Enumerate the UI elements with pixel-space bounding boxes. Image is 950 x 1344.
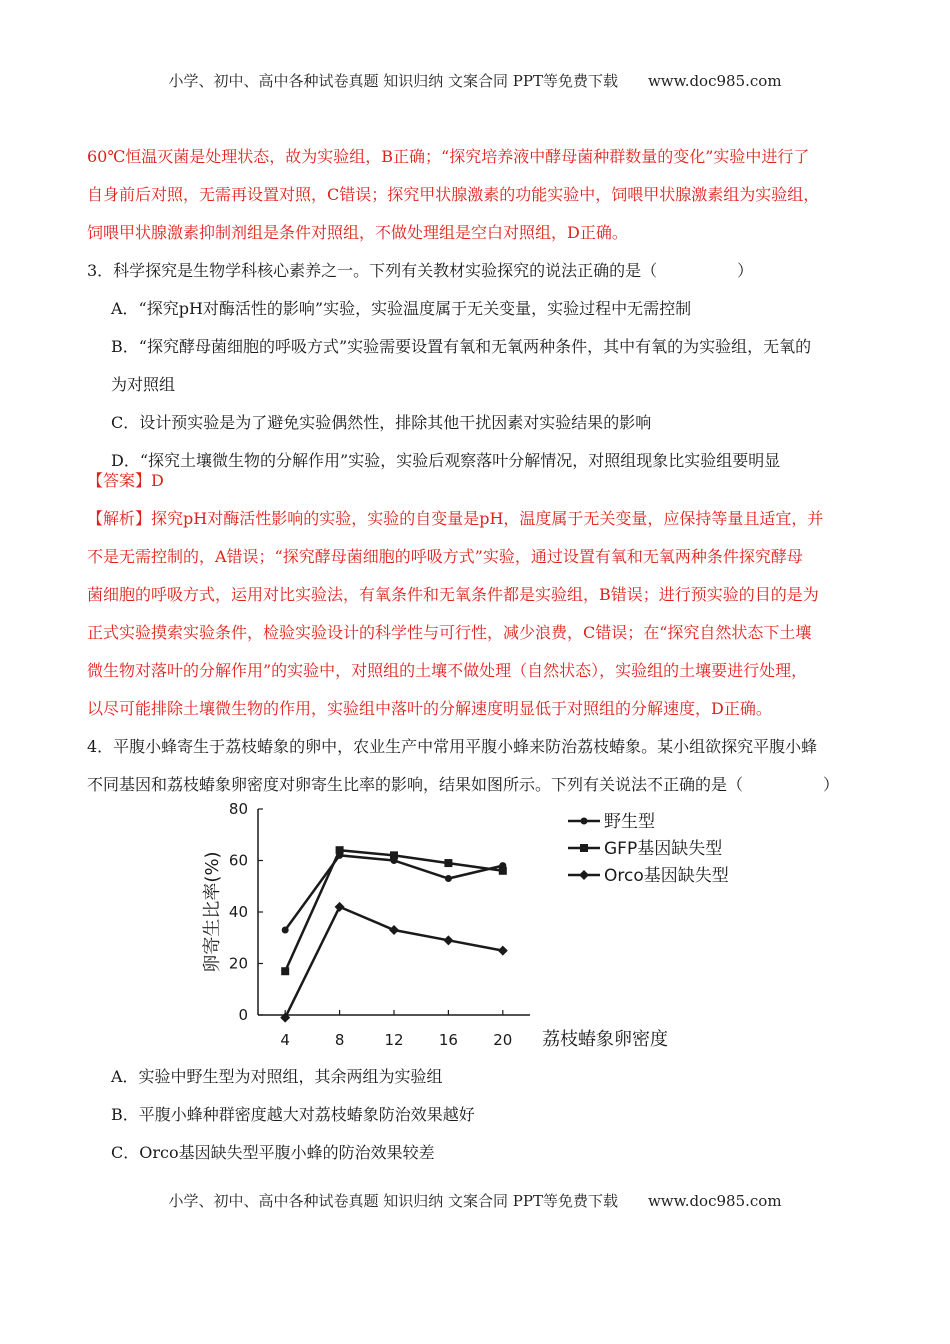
text-line: 微生物对落叶的分解作用”的实验中，对照组的土壤不做处理（自然状态），实验组的土壤要进行处理， — [87, 661, 808, 680]
text-line: 以尽可能排除土壤微生物的作用，实验组中落叶的分解速度明显低于对照组的分解速度，D正确。 — [87, 699, 772, 718]
data-point-diamond — [389, 925, 399, 935]
chart — [200, 795, 760, 1059]
legend-label: Orco基因缺失型 — [604, 866, 729, 886]
y-tick-label: 40 — [228, 903, 248, 921]
text-line: 饲喂甲状腺激素抑制剂组是条件对照组，不做处理组是空白对照组，D正确。 — [87, 223, 628, 242]
footer-site: www.doc985.com — [647, 1192, 782, 1210]
series-line — [285, 907, 503, 1018]
x-tick-label: 20 — [493, 1031, 513, 1049]
question-4 — [87, 728, 867, 804]
data-point-circle — [282, 927, 289, 934]
data-point-diamond — [443, 935, 453, 945]
option-b: B．“探究酵母菌细胞的呼吸方式”实验需要设置有氧和无氧两种条件，其中有氧的为实验组，无氧的 — [111, 337, 812, 356]
option-a: A．“探究pH对酶活性的影响”实验，实验温度属于无关变量，实验过程中无需控制 — [111, 299, 692, 318]
x-tick-label: 12 — [384, 1031, 404, 1049]
data-point-diamond — [335, 902, 345, 912]
data-point-diamond — [579, 870, 589, 880]
data-point-diamond — [280, 1013, 290, 1023]
y-tick-label: 80 — [228, 800, 248, 818]
option-c: C．Orco基因缺失型平腹小蜂的防治效果较差 — [111, 1143, 435, 1162]
text-line: 自身前后对照，无需再设置对照，C错误；探究甲状腺激素的功能实验中，饲喂甲状腺激素组为实验组， — [87, 185, 820, 204]
data-point-square — [444, 859, 452, 867]
option-b-cont: 为对照组 — [111, 375, 176, 394]
header-site: www.doc985.com — [647, 72, 782, 90]
data-point-square — [281, 967, 289, 975]
x-tick-label: 16 — [438, 1031, 458, 1049]
text-line: 【解析】探究pH对酶活性影响的实验，实验的自变量是pH，温度属于无关变量，应保持等量且适宜，并 — [87, 509, 824, 528]
data-point-square — [580, 844, 588, 852]
data-point-square — [499, 867, 507, 875]
option-b: B．平腹小蜂种群密度越大对荔枝蝽象防治效果越好 — [111, 1105, 475, 1124]
question-stem: 3．科学探究是生物学科核心素养之一。下列有关教材实验探究的说法正确的是（ ） — [87, 261, 754, 280]
y-tick-label: 60 — [228, 851, 248, 870]
data-point-diamond — [498, 946, 508, 956]
legend-label: GFP基因缺失型 — [604, 839, 723, 859]
prev-explanation — [87, 138, 867, 252]
header-text: 小学、初中、高中各种试卷真题 知识归纳 文案合同 PPT等免费下载 — [168, 72, 618, 90]
line-chart — [200, 795, 760, 1055]
data-point-square — [390, 851, 398, 859]
x-tick-label: 8 — [334, 1031, 345, 1049]
text-line: 60℃恒温灭菌是处理状态，故为实验组，B正确；“探究培养液中酵母菌种群数量的变化”实验中进行了 — [87, 147, 810, 166]
question-3 — [87, 252, 867, 480]
data-point-circle — [581, 818, 588, 825]
footer-text: 小学、初中、高中各种试卷真题 知识归纳 文案合同 PPT等免费下载 — [168, 1192, 618, 1210]
y-axis-label: 卵寄生比率(%) — [202, 851, 223, 973]
text-line: 菌细胞的呼吸方式，运用对比实验法，有氧条件和无氧条件都是实验组，B错误；进行预实验的目的是为 — [87, 585, 819, 604]
option-d: D．“探究土壤微生物的分解作用”实验，实验后观察落叶分解情况，对照组现象比实验组要明显 — [111, 451, 781, 470]
y-tick-label: 0 — [238, 1006, 248, 1024]
option-c: C．设计预实验是为了避免实验偶然性，排除其他干扰因素对实验结果的影响 — [111, 413, 652, 432]
data-point-square — [336, 846, 344, 854]
y-tick-label: 20 — [228, 954, 248, 973]
x-tick-label: 4 — [280, 1031, 290, 1049]
question-stem: 4．平腹小蜂寄生于荔枝蝽象的卵中，农业生产中常用平腹小蜂来防治荔枝蝽象。某小组欲探究平腹小蜂 — [87, 737, 818, 756]
page-footer — [0, 1190, 950, 1211]
x-axis-label: 荔枝蝽象卵密度 — [542, 1029, 668, 1050]
option-a: A．实验中野生型为对照组，其余两组为实验组 — [111, 1067, 443, 1086]
question-stem: 不同基因和荔枝蝽象卵密度对卵寄生比率的影响，结果如图所示。下列有关说法不正确的是（ ） — [87, 775, 840, 794]
text-line: 正式实验摸索实验条件，检验实验设计的科学性与可行性，减少浪费，C错误；在“探究自然状态下土壤 — [87, 623, 812, 642]
page-header — [0, 70, 950, 91]
question-4-options — [87, 1058, 867, 1172]
text-line: 不是无需控制的，A错误；“探究酵母菌细胞的呼吸方式”实验，通过设置有氧和无氧两种条件探究酵母 — [87, 547, 803, 566]
answer-analysis — [87, 462, 867, 728]
legend-label: 野生型 — [604, 812, 655, 832]
answer: 【答案】D — [87, 471, 164, 490]
data-point-circle — [445, 875, 452, 882]
